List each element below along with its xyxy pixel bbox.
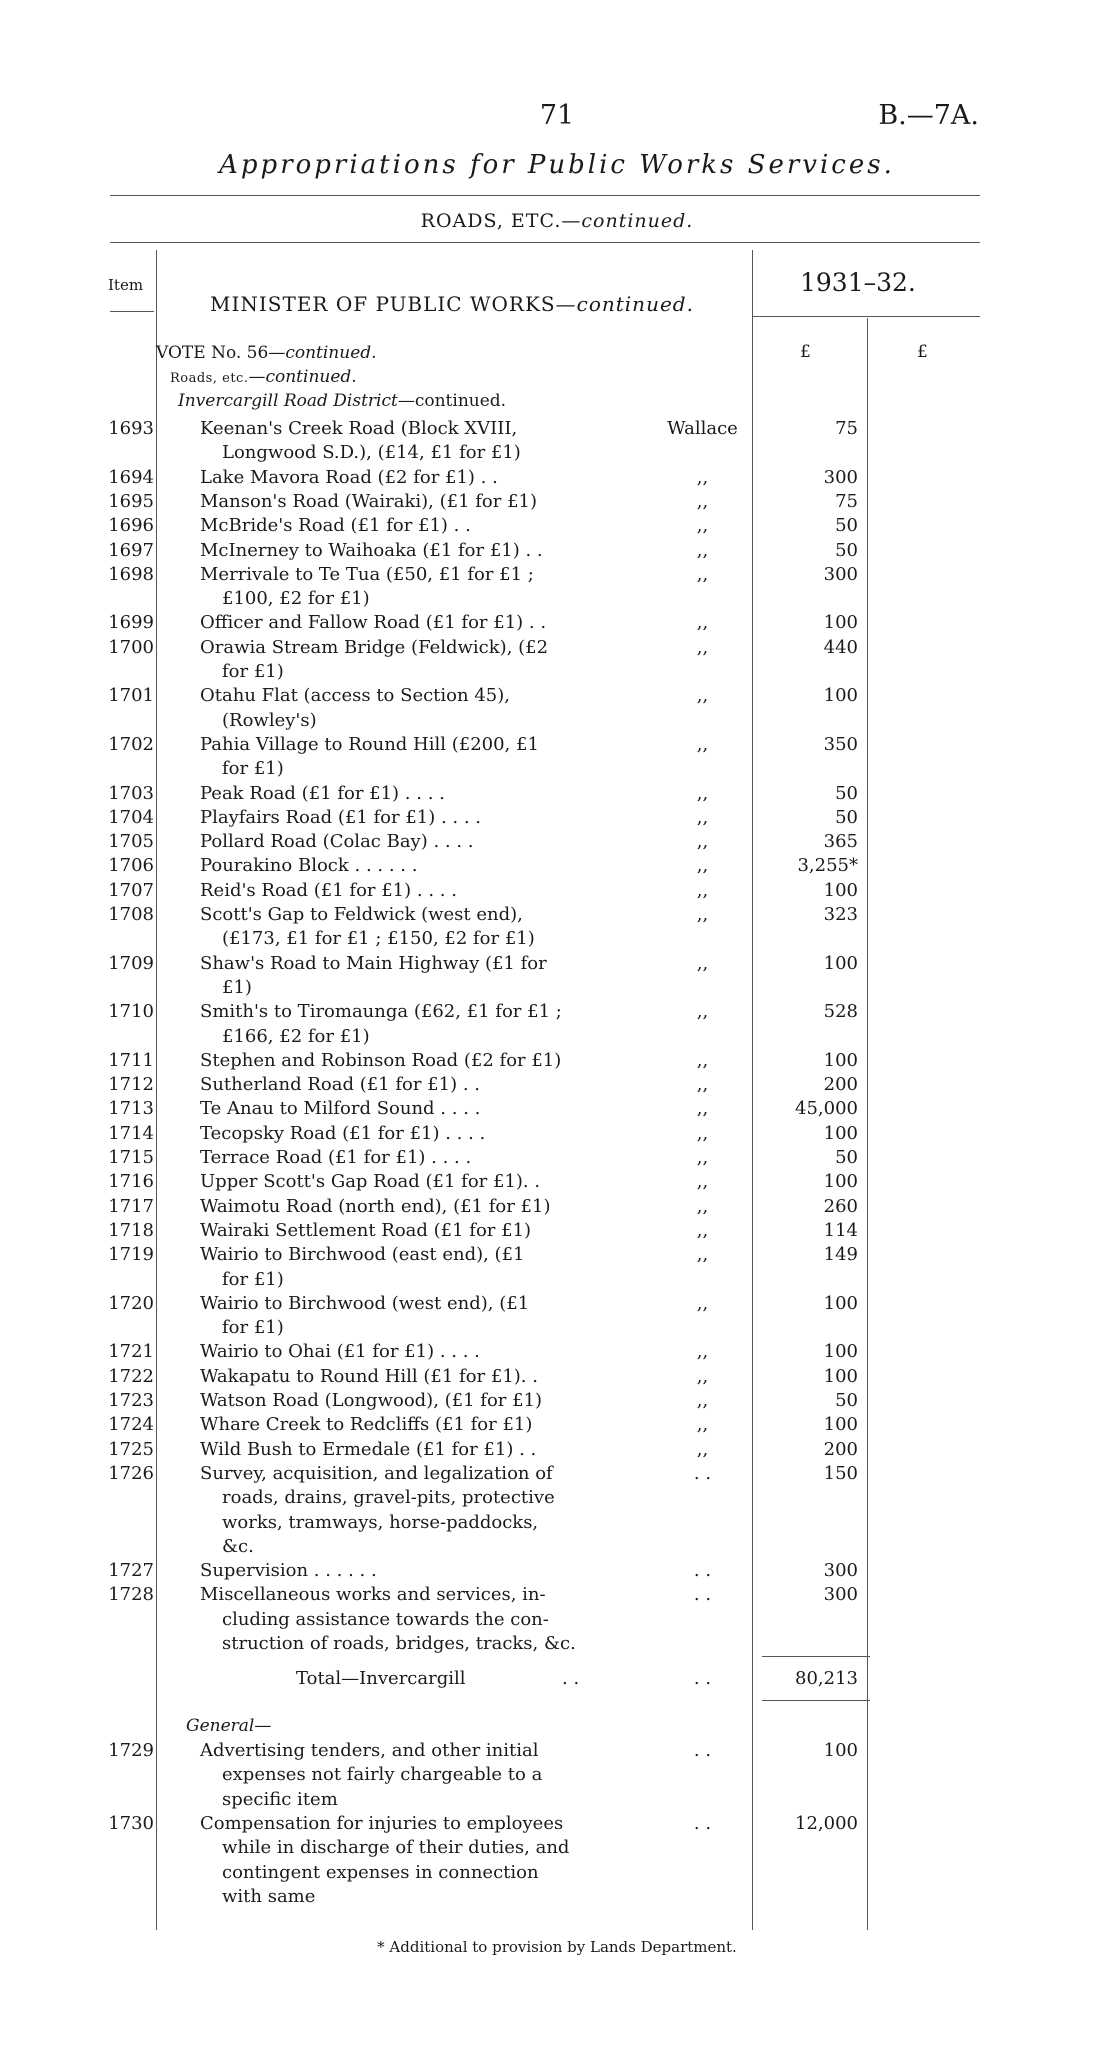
item-amount: 50 (835, 1147, 858, 1168)
item-description: Lake Mavora Road (£2 for £1) . . (200, 466, 498, 488)
item-number: 1714 (108, 1122, 154, 1144)
item-description: Pollard Road (Colac Bay) . . . . (200, 831, 474, 853)
item-description: Wairaki Settlement Road (£1 for £1) (200, 1219, 532, 1241)
item-description-continued: for £1) (222, 661, 284, 682)
item-description-continued: (£173, £1 for £1 ; £150, £2 for £1) (222, 928, 535, 950)
item-district: ,, (696, 539, 709, 561)
item-number: 1696 (108, 515, 154, 537)
table-row (0, 1366, 1114, 1390)
table-row (0, 1414, 1114, 1438)
item-number: 1713 (108, 1098, 154, 1120)
item-description-continued: contingent expenses in connection (222, 1861, 539, 1883)
item-district: ,, (696, 782, 709, 804)
item-description-continued: while in discharge of their duties, and (222, 1837, 570, 1859)
item-district: ,, (696, 1171, 709, 1193)
table-row (0, 1341, 1114, 1365)
item-description: Supervision . . . . . . (200, 1560, 377, 1582)
item-district: ,, (696, 1341, 709, 1363)
item-district: . . (693, 1462, 712, 1484)
table-row (0, 1123, 1114, 1147)
table-row (0, 661, 1114, 685)
table-row (0, 1317, 1114, 1341)
table-row (0, 1050, 1114, 1074)
item-header-rule (110, 311, 154, 312)
item-number: 1727 (108, 1560, 154, 1582)
table-row (0, 1764, 1114, 1788)
item-description: Keenan's Creek Road (Block XVIII, (200, 418, 518, 439)
table-row (0, 1584, 1114, 1608)
item-number: 1710 (108, 1001, 154, 1023)
item-district: ,, (696, 1147, 709, 1168)
table-row (0, 1886, 1114, 1910)
item-description: Wild Bush to Ermedale (£1 for £1) . . (200, 1438, 537, 1460)
item-description-continued: works, tramways, horse-paddocks, (222, 1511, 539, 1533)
item-number: 1695 (108, 490, 154, 512)
item-number: 1693 (108, 418, 154, 439)
item-district: ,, (696, 1244, 709, 1266)
table-row (0, 1560, 1114, 1584)
item-description-continued: Longwood S.D.), (£14, £1 for £1) (222, 442, 521, 464)
item-district: ,, (696, 685, 709, 707)
item-number: 1698 (108, 563, 154, 585)
item-amount: 100 (823, 879, 858, 901)
item-description: Advertising tenders, and other initial (200, 1740, 539, 1761)
table-row (0, 1536, 1114, 1560)
item-number: 1718 (108, 1219, 154, 1241)
item-description-continued: struction of roads, bridges, tracks, &c. (222, 1633, 576, 1654)
table-row (0, 1269, 1114, 1293)
item-description: Smith's to Tiromaunga (£62, £1 for £1 ; (200, 1001, 562, 1023)
total-amount: 80,213 (795, 1668, 858, 1689)
item-district: ,, (696, 1365, 709, 1387)
item-district: ,, (696, 1074, 709, 1096)
table-row (0, 831, 1114, 855)
table-row (0, 467, 1114, 491)
district-subheading: Invercargill Road District—continued. (178, 391, 507, 411)
year-heading: 1931–32. (800, 268, 916, 297)
table-row (0, 904, 1114, 928)
item-description: Wairio to Birchwood (west end), (£1 (200, 1292, 530, 1314)
vote-heading: VOTE No. 56—continued. (156, 343, 377, 363)
item-description-continued: for £1) (222, 758, 284, 780)
item-description: Miscellaneous works and services, in- (200, 1584, 546, 1606)
table-row (0, 1439, 1114, 1463)
item-number: 1701 (108, 685, 154, 707)
item-amount: 100 (823, 685, 858, 707)
item-district: ,, (696, 1098, 709, 1120)
table-row (0, 685, 1114, 709)
item-district: ,, (696, 636, 709, 658)
item-description: Sutherland Road (£1 for £1) . . (200, 1074, 480, 1096)
page-number: 71 (539, 100, 575, 131)
section-rule (110, 242, 980, 243)
item-district: ,, (696, 1049, 709, 1071)
item-district: ,, (696, 466, 709, 488)
item-description: McInerney to Waihoaka (£1 for £1) . . (200, 539, 543, 561)
table-row (0, 491, 1114, 515)
item-district: ,, (696, 1390, 709, 1411)
item-number: 1728 (108, 1584, 154, 1606)
item-amount: 150 (823, 1462, 858, 1484)
item-description: Te Anau to Milford Sound . . . . (200, 1098, 481, 1120)
item-description: Shaw's Road to Main Highway (£1 for (200, 952, 547, 974)
item-description-continued: with same (222, 1885, 316, 1907)
item-district: ,, (696, 1001, 709, 1023)
item-district: ,, (696, 879, 709, 901)
table-row (0, 1147, 1114, 1171)
item-amount: 50 (835, 539, 858, 561)
table-row (0, 1512, 1114, 1536)
item-description: Merrivale to Te Tua (£50, £1 for £1 ; (200, 563, 534, 585)
item-description: Wairio to Ohai (£1 for £1) . . . . (200, 1341, 480, 1363)
title-rule (110, 195, 980, 196)
section-heading: ROADS, ETC.—continued. (420, 210, 694, 232)
total-dots: . . (562, 1668, 580, 1689)
item-amount: 100 (823, 1049, 858, 1071)
table-row (0, 1789, 1114, 1813)
item-district: ,, (696, 904, 709, 925)
item-number: 1694 (108, 466, 154, 488)
item-amount: 350 (823, 733, 858, 755)
item-amount: 75 (835, 490, 858, 512)
item-district: ,, (696, 612, 709, 634)
table-row (0, 1293, 1114, 1317)
item-district: . . (693, 1584, 712, 1606)
table-row (0, 1837, 1114, 1861)
item-number: 1721 (108, 1341, 154, 1363)
item-description-continued: (Rowley's) (222, 709, 317, 731)
item-amount: 100 (823, 1414, 858, 1436)
item-number: 1705 (108, 831, 154, 853)
item-district: ,, (696, 806, 709, 828)
total-dots-2: . . (693, 1668, 712, 1689)
item-description-continued: &c. (222, 1535, 254, 1557)
footnote: * Additional to provision by Lands Department. (377, 1938, 737, 1956)
table-row (0, 1463, 1114, 1487)
item-amount: 149 (823, 1244, 858, 1266)
table-row (0, 977, 1114, 1001)
item-district: ,, (696, 563, 709, 585)
item-number: 1707 (108, 879, 154, 901)
table-row (0, 1390, 1114, 1414)
item-amount: 440 (823, 636, 858, 658)
item-amount: 200 (823, 1438, 858, 1460)
item-district: ,, (696, 515, 709, 537)
item-number: 1726 (108, 1462, 154, 1484)
table-row (0, 1098, 1114, 1122)
item-district: ,, (696, 1292, 709, 1314)
table-row (0, 564, 1114, 588)
item-amount: 100 (823, 1292, 858, 1314)
item-amount: 50 (835, 515, 858, 537)
item-amount: 100 (823, 952, 858, 974)
item-description: Otahu Flat (access to Section 45), (200, 685, 510, 707)
item-number: 1697 (108, 539, 154, 561)
item-amount: 12,000 (795, 1812, 858, 1834)
item-amount: 528 (823, 1001, 858, 1023)
table-row (0, 1220, 1114, 1244)
item-district: ,, (696, 831, 709, 853)
item-district: ,, (696, 952, 709, 974)
item-number: 1712 (108, 1074, 154, 1096)
item-description-continued: roads, drains, gravel-pits, protective (222, 1487, 555, 1509)
item-number: 1703 (108, 782, 154, 804)
item-district: ,, (696, 1219, 709, 1241)
year-rule (752, 316, 980, 317)
item-district: ,, (696, 1122, 709, 1144)
item-district: ,, (696, 1438, 709, 1460)
item-amount: 300 (823, 466, 858, 488)
table-row (0, 880, 1114, 904)
item-number: 1723 (108, 1390, 154, 1411)
item-description: Officer and Fallow Road (£1 for £1) . . (200, 612, 547, 634)
item-number: 1699 (108, 612, 154, 634)
item-description: Waimotu Road (north end), (£1 for £1) (200, 1195, 551, 1217)
table-row (0, 1244, 1114, 1268)
table-row (0, 1171, 1114, 1195)
table-row (0, 418, 1114, 442)
table-row (0, 734, 1114, 758)
item-description: Playfairs Road (£1 for £1) . . . . (200, 806, 482, 828)
document-reference: B.—7A. (878, 100, 979, 131)
item-amount: 50 (835, 782, 858, 804)
item-number: 1722 (108, 1365, 154, 1387)
item-description-continued: £1) (222, 976, 252, 998)
item-number: 1730 (108, 1812, 154, 1834)
item-description-continued: for £1) (222, 1317, 284, 1339)
item-district: . . (693, 1560, 712, 1582)
table-row (0, 442, 1114, 466)
item-amount: 365 (823, 831, 858, 853)
table-row (0, 515, 1114, 539)
item-amount: 300 (823, 1560, 858, 1582)
item-district: ,, (696, 733, 709, 755)
item-district: ,, (696, 855, 709, 877)
item-amount: 50 (835, 1390, 858, 1411)
total-bottom-rule (762, 1700, 870, 1701)
item-column-header: Item (108, 276, 144, 294)
item-amount: 3,255* (797, 855, 858, 877)
item-district: ,, (696, 490, 709, 512)
table-row (0, 588, 1114, 612)
table-row (0, 758, 1114, 782)
item-description-continued: expenses not fairly chargeable to a (222, 1764, 543, 1786)
item-amount: 50 (835, 806, 858, 828)
item-description-continued: for £1) (222, 1268, 284, 1290)
table-row (0, 928, 1114, 952)
item-amount: 114 (823, 1219, 858, 1241)
table-row (0, 1813, 1114, 1837)
table-row (0, 783, 1114, 807)
item-amount: 200 (823, 1074, 858, 1096)
item-amount: 75 (835, 418, 858, 439)
general-subheading: General— (186, 1716, 272, 1736)
item-description-continued: £100, £2 for £1) (222, 588, 370, 610)
item-number: 1700 (108, 636, 154, 658)
item-description: Wairio to Birchwood (east end), (£1 (200, 1244, 525, 1266)
item-district: . . (693, 1740, 712, 1761)
item-description: Whare Creek to Redcliffs (£1 for £1) (200, 1414, 533, 1436)
item-amount: 300 (823, 563, 858, 585)
item-number: 1720 (108, 1292, 154, 1314)
table-row (0, 1026, 1114, 1050)
item-description: Orawia Stream Bridge (Feldwick), (£2 (200, 636, 549, 658)
table-row (0, 1074, 1114, 1098)
item-amount: 100 (823, 1122, 858, 1144)
table-row (0, 637, 1114, 661)
item-description: Survey, acquisition, and legalization of (200, 1462, 553, 1484)
item-description: Watson Road (Longwood), (£1 for £1) (200, 1390, 543, 1411)
minister-heading: MINISTER OF PUBLIC WORKS—continued. (210, 292, 694, 316)
item-description-continued: specific item (222, 1788, 338, 1810)
item-number: 1724 (108, 1414, 154, 1436)
item-description: Scott's Gap to Feldwick (west end), (200, 904, 523, 925)
table-row (0, 1609, 1114, 1633)
item-number: 1706 (108, 855, 154, 877)
item-number: 1704 (108, 806, 154, 828)
table-row (0, 1633, 1114, 1657)
pound-sign-col1: £ (800, 342, 811, 362)
item-description: Compensation for injuries to employees (200, 1812, 564, 1834)
item-amount: 100 (823, 1341, 858, 1363)
item-description: Reid's Road (£1 for £1) . . . . (200, 879, 457, 901)
total-label: Total—Invercargill (296, 1668, 466, 1689)
table-row (0, 1487, 1114, 1511)
item-amount: 323 (823, 904, 858, 925)
item-number: 1715 (108, 1147, 154, 1168)
item-number: 1725 (108, 1438, 154, 1460)
item-amount: 45,000 (795, 1098, 858, 1120)
item-district: . . (693, 1812, 712, 1834)
table-row (0, 953, 1114, 977)
item-description: Pahia Village to Round Hill (£200, £1 (200, 733, 539, 755)
item-description-continued: cluding assistance towards the con- (222, 1608, 549, 1630)
table-row (0, 807, 1114, 831)
item-amount: 100 (823, 612, 858, 634)
item-number: 1702 (108, 733, 154, 755)
item-description: Wakapatu to Round Hill (£1 for £1). . (200, 1365, 538, 1387)
table-row (0, 1001, 1114, 1025)
item-description: McBride's Road (£1 for £1) . . (200, 515, 471, 537)
total-top-rule (762, 1656, 870, 1657)
item-number: 1729 (108, 1740, 154, 1761)
item-amount: 100 (823, 1740, 858, 1761)
item-number: 1708 (108, 904, 154, 925)
table-row (0, 1862, 1114, 1886)
item-district: ,, (696, 1195, 709, 1217)
roads-subheading: Roads, etc.—continued. (170, 367, 357, 387)
table-row (0, 612, 1114, 636)
item-district: ,, (696, 1414, 709, 1436)
table-row (0, 540, 1114, 564)
item-amount: 260 (823, 1195, 858, 1217)
table-row (0, 855, 1114, 879)
table-row (0, 1740, 1114, 1764)
item-number: 1709 (108, 952, 154, 974)
item-description: Manson's Road (Wairaki), (£1 for £1) (200, 490, 538, 512)
item-number: 1719 (108, 1244, 154, 1266)
item-number: 1716 (108, 1171, 154, 1193)
item-description-continued: £166, £2 for £1) (222, 1025, 370, 1047)
table-row (0, 1196, 1114, 1220)
table-row (0, 710, 1114, 734)
item-description: Terrace Road (£1 for £1) . . . . (200, 1147, 472, 1168)
pound-sign-col2: £ (917, 342, 928, 362)
item-amount: 100 (823, 1171, 858, 1193)
page-title: Appropriations for Public Works Services. (219, 150, 895, 180)
item-description: Upper Scott's Gap Road (£1 for £1). . (200, 1171, 541, 1193)
item-description: Pourakino Block . . . . . . (200, 855, 418, 877)
item-amount: 100 (823, 1365, 858, 1387)
item-number: 1717 (108, 1195, 154, 1217)
item-number: 1711 (108, 1049, 154, 1071)
item-description: Tecopsky Road (£1 for £1) . . . . (200, 1122, 486, 1144)
item-amount: 300 (823, 1584, 858, 1606)
item-description: Stephen and Robinson Road (£2 for £1) (200, 1049, 562, 1071)
item-district: Wallace (667, 418, 738, 439)
item-description: Peak Road (£1 for £1) . . . . (200, 782, 445, 804)
